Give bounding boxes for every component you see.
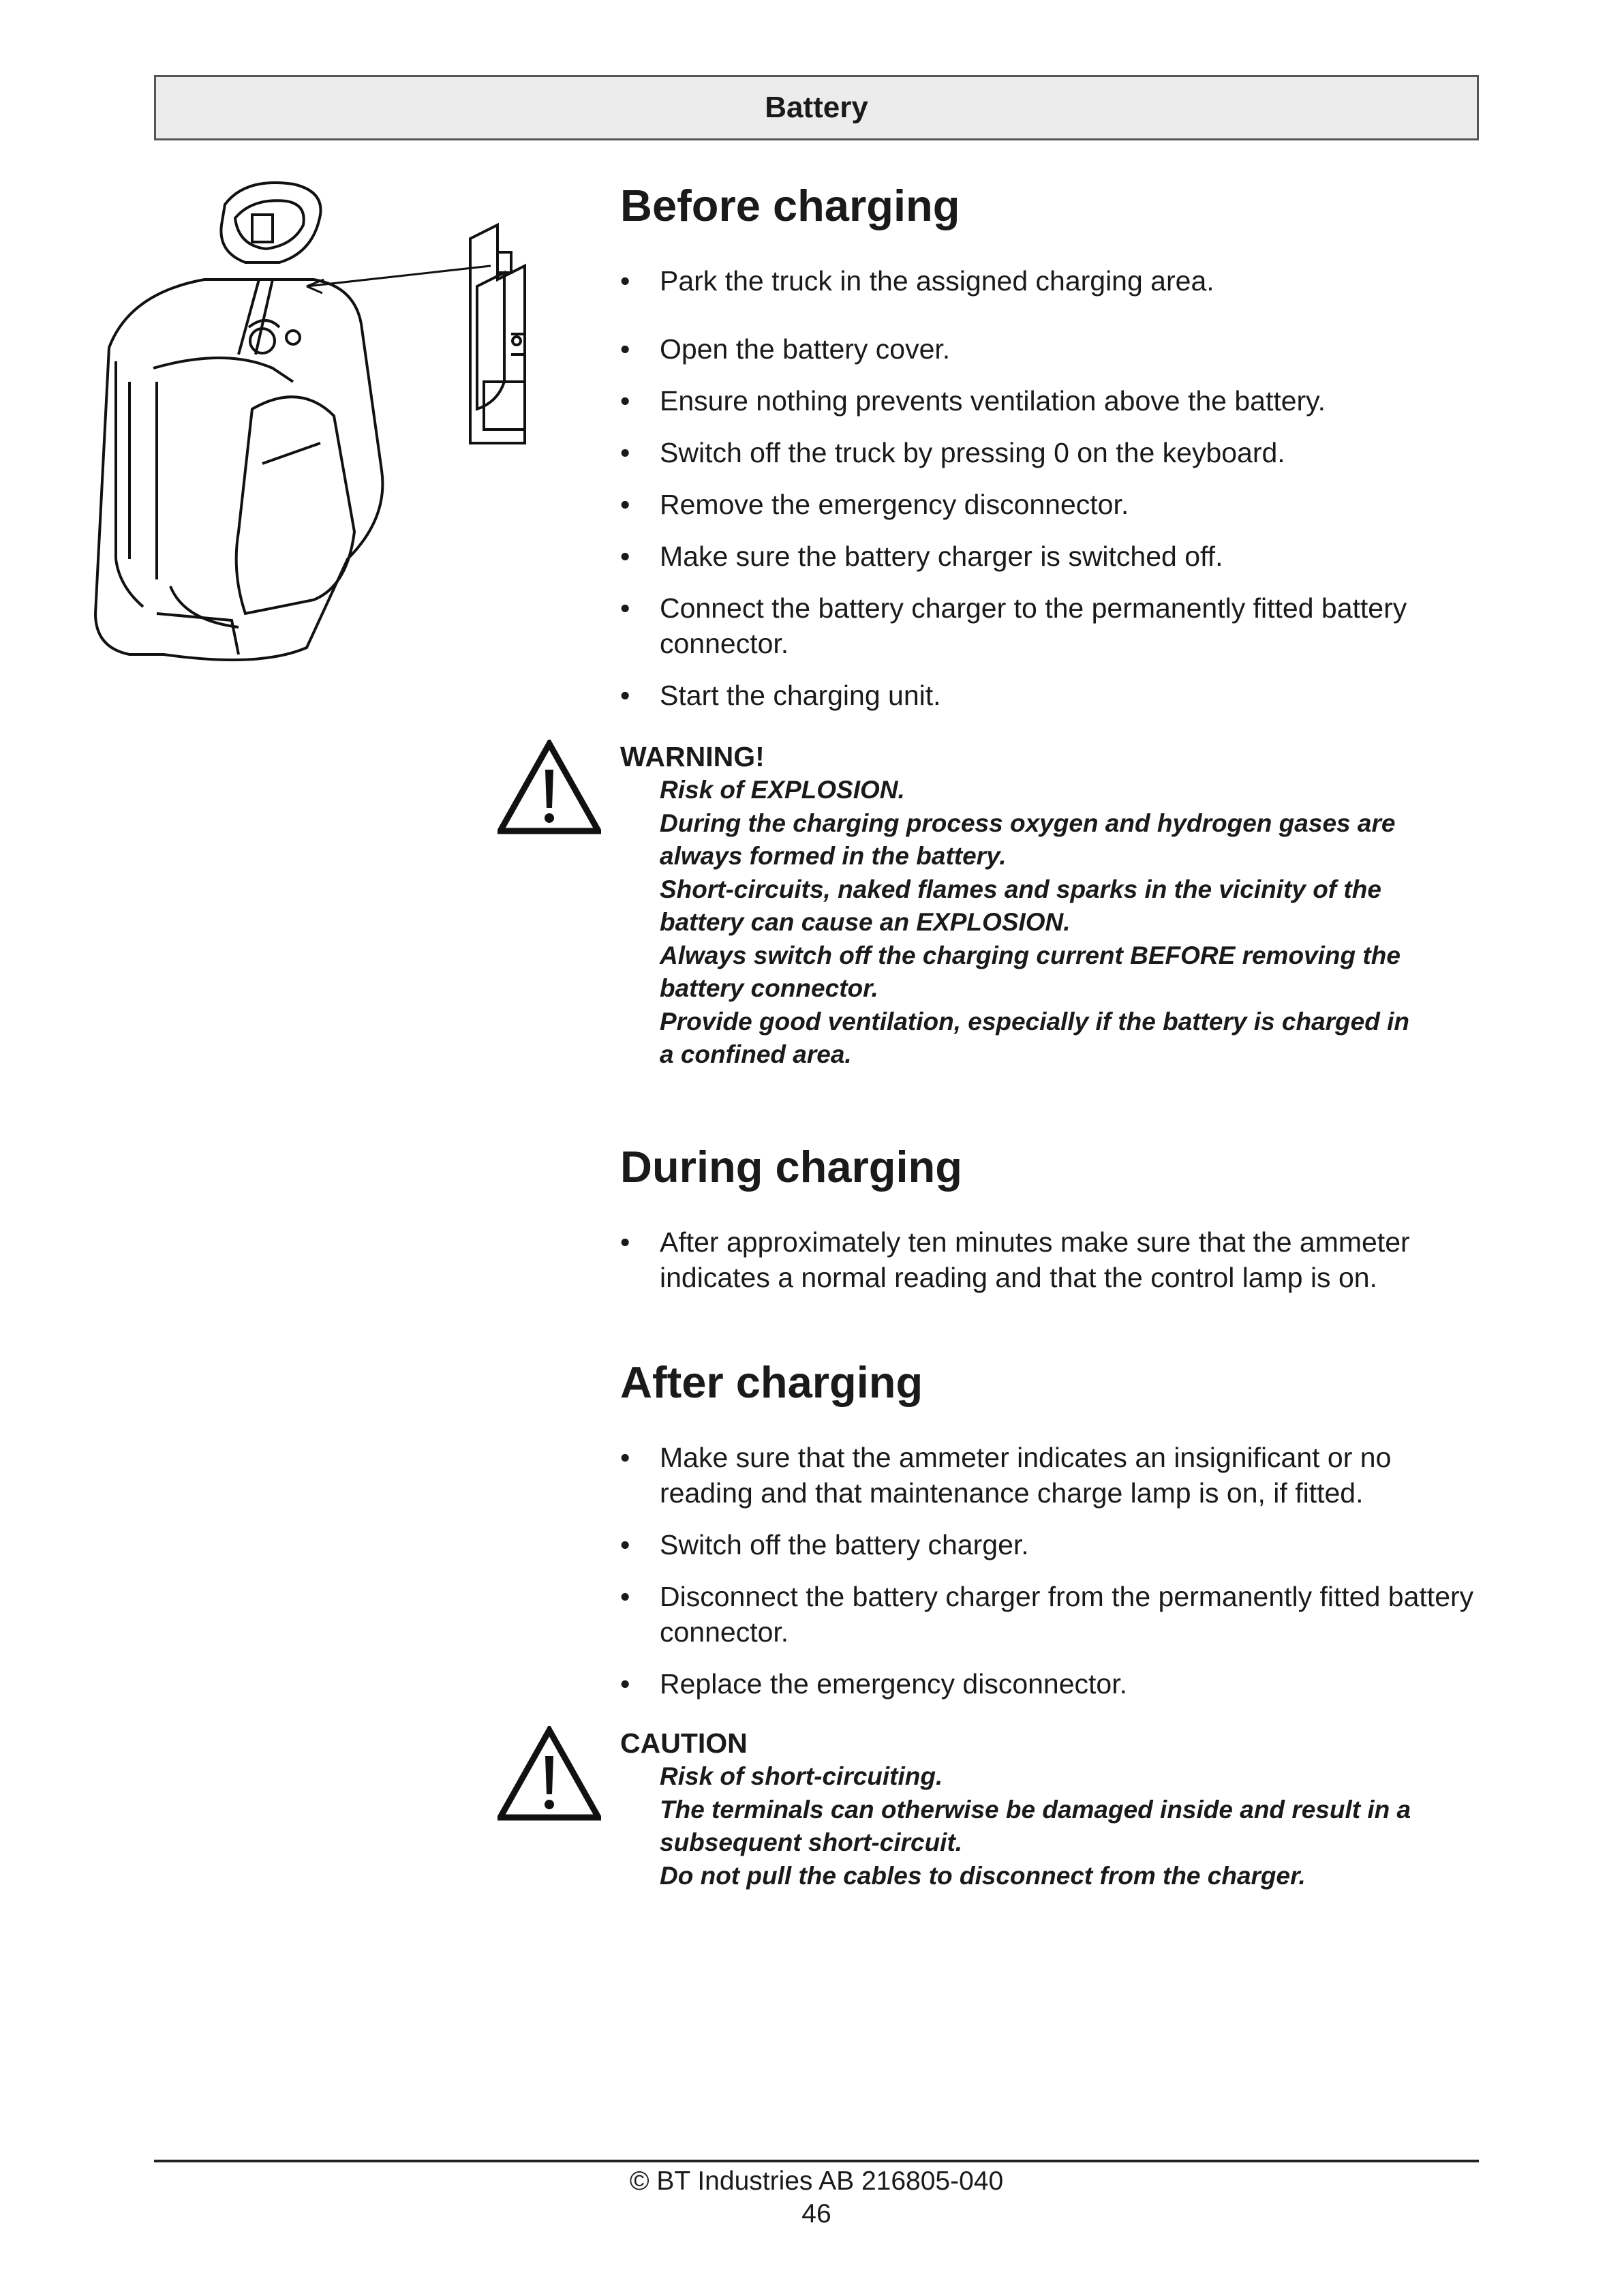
after-charging-section — [620, 1355, 1486, 1718]
after-charging-list — [620, 1440, 1486, 1702]
warning-title: WARNING! — [620, 741, 765, 772]
list-item: • Make sure that the ammeter indicates an insignificant or no reading and that maintenance charge lamp is on, if fitted. — [620, 1440, 1486, 1511]
during-charging-list — [620, 1224, 1486, 1295]
caution-line: The terminals can otherwise be damaged inside and result in a — [660, 1795, 1411, 1824]
warning-line: always formed in the battery. — [660, 842, 1007, 870]
caution-notice — [498, 1726, 1499, 1903]
footer-divider — [154, 2160, 1479, 2162]
warning-line: battery can cause an EXPLOSION. — [660, 908, 1071, 936]
list-item: • Open the battery cover. — [620, 331, 1486, 367]
list-item: • Replace the emergency disconnector. — [620, 1666, 1486, 1702]
caution-line: Risk of short-circuiting. — [660, 1762, 943, 1790]
caution-line: Do not pull the cables to disconnect from the charger. — [660, 1861, 1306, 1890]
caution-title: CAUTION — [620, 1727, 748, 1759]
page-number: 46 — [801, 2199, 831, 2229]
caution-text — [620, 1760, 1486, 1892]
list-item: • Remove the emergency disconnector. — [620, 487, 1486, 522]
warning-text — [620, 774, 1486, 1072]
warning-line: a confined area. — [660, 1040, 852, 1068]
before-charging-section — [620, 179, 1486, 729]
during-charging-heading: During charging — [620, 1142, 962, 1192]
list-item: • Switch off the truck by pressing 0 on the keyboard. — [620, 435, 1486, 470]
warning-line: During the charging process oxygen and hydrogen gases are — [660, 809, 1396, 837]
list-item: • Ensure nothing prevents ventilation above the battery. — [620, 383, 1486, 419]
battery-truck-illustration — [89, 177, 559, 668]
before-charging-heading: Before charging — [620, 181, 960, 230]
list-item: • Make sure the battery charger is switched off. — [620, 539, 1486, 574]
list-item: • After approximately ten minutes make sure that the ammeter indicates a normal reading and that the control lamp is on. — [620, 1224, 1486, 1295]
warning-line: Provide good ventilation, especially if the battery is charged in — [660, 1007, 1409, 1036]
before-charging-list — [620, 263, 1486, 713]
warning-line: Short-circuits, naked flames and sparks in the vicinity of the — [660, 875, 1381, 903]
warning-notice — [498, 740, 1499, 1081]
list-item: • Disconnect the battery charger from the permanently fitted battery connector. — [620, 1579, 1486, 1650]
list-item: • Switch off the battery charger. — [620, 1527, 1486, 1562]
list-item: • Connect the battery charger to the permanently fitted battery connector. — [620, 590, 1486, 661]
warning-line: battery connector. — [660, 974, 878, 1002]
during-charging-section — [620, 1140, 1486, 1312]
footer-copyright: © BT Industries AB 216805-040 — [629, 2166, 1004, 2196]
list-item: • Park the truck in the assigned charging area. — [620, 263, 1486, 299]
section-title: Battery — [765, 91, 868, 124]
caution-line: subsequent short-circuit. — [660, 1828, 963, 1856]
warning-triangle-icon — [498, 1726, 601, 1822]
list-item: • Start the charging unit. — [620, 678, 1486, 713]
after-charging-heading: After charging — [620, 1357, 923, 1407]
warning-line: Risk of EXPLOSION. — [660, 776, 905, 804]
warning-triangle-icon — [498, 740, 601, 835]
warning-line: Always switch off the charging current BEFORE removing the — [660, 941, 1401, 969]
section-header — [154, 75, 1479, 140]
